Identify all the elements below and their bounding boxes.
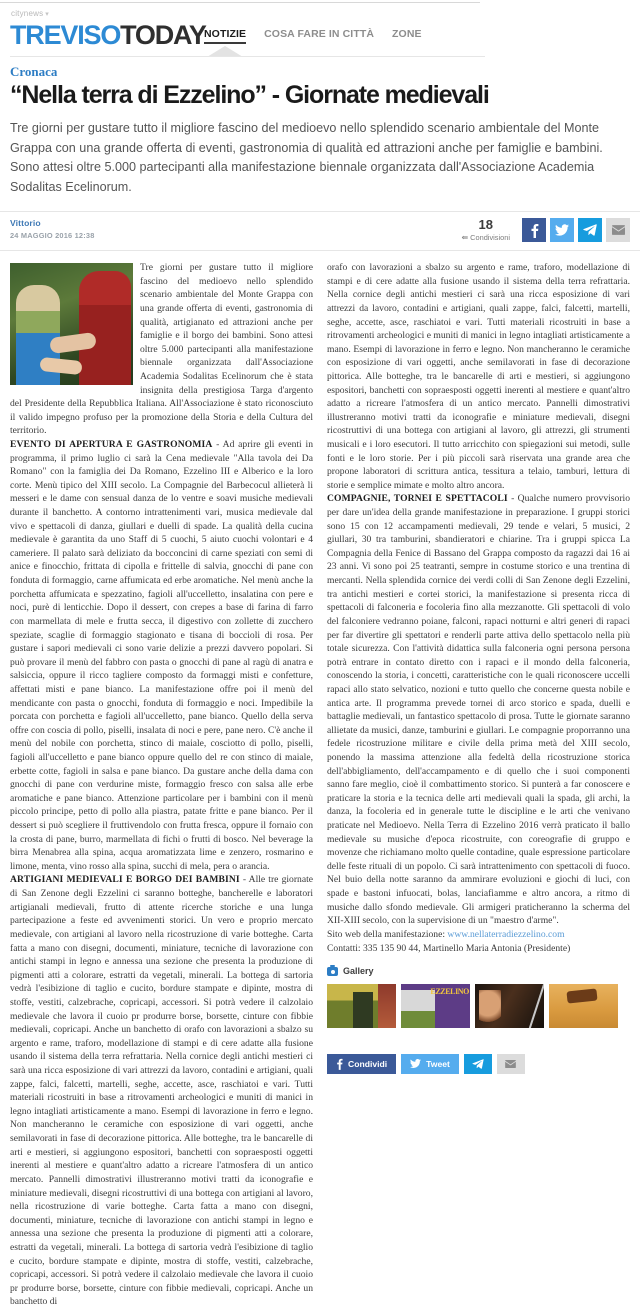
- mail-icon: [505, 1060, 516, 1068]
- header-divider: [10, 56, 485, 57]
- gallery-thumb[interactable]: [475, 984, 544, 1028]
- mail-icon: [612, 225, 625, 235]
- share-icon: ⇚: [461, 233, 469, 243]
- gallery-header: [327, 965, 630, 978]
- bottom-share-facebook-label: Condividi: [348, 1058, 388, 1069]
- bottom-share-twitter-label: Tweet: [426, 1058, 450, 1069]
- chevron-down-icon: ▾: [45, 11, 49, 18]
- article-category[interactable]: Cronaca: [10, 64, 58, 79]
- bottom-share-twitter-button[interactable]: [401, 1054, 459, 1074]
- main-navigation: [204, 28, 422, 44]
- gallery-thumb[interactable]: [327, 984, 396, 1028]
- site-logo[interactable]: [10, 22, 206, 49]
- share-facebook-button[interactable]: [522, 218, 546, 242]
- article-column-left: [10, 261, 313, 1309]
- gallery-thumb[interactable]: [401, 984, 470, 1028]
- article-body: [0, 251, 640, 1309]
- website-line: [327, 928, 630, 942]
- logo-city: TREVISO: [10, 20, 121, 50]
- section-compagnie-tornei: [327, 492, 630, 928]
- section-artigiani-borgo: [10, 873, 313, 1309]
- contacts-line: Contatti: 335 135 90 44, Martinello Maria Antonia (Presidente): [327, 942, 571, 954]
- share-count: [461, 218, 510, 242]
- gallery-thumb[interactable]: [549, 984, 618, 1028]
- website-label: Sito web della manifestazione:: [327, 928, 448, 940]
- section-title-compagnie: COMPAGNIE, TORNEI E SPETTACOLI: [327, 493, 508, 505]
- nav-item-cosa-fare-in-citta[interactable]: COSA FARE IN CITTÀ: [264, 28, 375, 40]
- share-twitter-button[interactable]: [550, 218, 574, 242]
- camera-icon: [327, 967, 338, 976]
- section-body-apertura: - Ad aprire gli eventi in programma, il primo luglio ci sarà la Cena medievale "Alla tavola dei Da Romano" con la famiglia dei Da Romano, Ezzelino III e Alberico e la loro corte. Menù tipico del XIII secolo. La Compagnie del Barbecocul allieterà li messeri e le dame con sensual danza de lo ventre e soavi musiche medievali durante il banchetto. A contorno intrattenimenti vari, musica medievale dal vivo e spettacoli di danza, giullari e duelli di spade. La qualità della cucina medievale è garantita da uno Staff di 5 cuochi, 5 aiuto cuochi volontari e 4 cameriere. Il palato sarà deliziato da bocconcini di carne speziati con semi di anice e finocchio, frittata di cipolla e frittelle di salvia, gnocchi di pane con fonduta di formaggio, carne affumicata ed erbe aromatiche. Nel menù anche la porchetta affumicata e spezzatino, fagioli all'uccelletto, insalatina con pere e noci, purè di lenticchie. Dopo il dessert, con crepes a base di farina di farro con marmellata di mele e frutta secca, il digestivo con zollette di zucchero speziate, scaglie di formaggio stagionato e tisana di boccioli di rosa. Per gustare i sapori medievali ci sono varie delizie a prezzi davvero popolari. Si può provare il menù del fabbro con pasta o gnocchi di pane al ragù di anatra e salsiccia, oppure il ricco tagliere composto da formaggi misti e confetture, affettati misti e pane bianco. La manifestazione offre poi il menù del mendicante con pasta o gnocchi, fonduta di formaggio e noci. Impedibile la porcata con porchetta e fagioli all'uccelletto, pane bianco. Quello della serva offre con coscia di pollo, piselli, insalata di noci e pere, pane nero. C'è anche il menù del nobile con porchetta, stinco di maiale, cosciotto di pollo, piselli, fagioli all'uccelletto e pane bianco oppure quello del re con stinco di maiale, erbette cotte, fagioli in salsa e pane bianco. Da gustare anche della dama con gnocchi di pane con verdurine miste, formaggio fresco con salsa alle erbe aromatiche e pane bianco. Attenzione particolare per i bambini con il menù piccolo principe, petto di pollo alla piastra, patate fritte e pane bianco. Per il dessert si può scegliere il fruttivendolo con frutta fresca, oppure il fornaio con la crosta di pane, burro, marmellata di fichi o frutti di bosco. Nel beverage la birra Menabrea alla spina, acqua aromatizzata lime e zenzero, rosmarino e limone, menta, vino rosso alla spina, succhi di mela, pera o arancia.: [10, 438, 313, 872]
- paragraph-intro: Tre giorni per gustare tutto il migliore fascino del medioevo nello splendido scenario ambientale del Monte Grappa con una grande offerta di eventi, gastronomia di qualità, artigianato ed attrazioni anche per famiglie e il borgo dei bambini. Sono attesi oltre 5.000 partecipanti alla manifestazione biennale organizzata dall'Associazione Academia Sodalitas Ecelinorum che è stata insignita della prestigiosa Targa d'argento del Presidente della Repubblica Italiana. All'Associazione è stato riconosciuto il valido impegno profuso per la promozione della Storia e della Cultura del territorio.: [10, 262, 313, 437]
- article-column-right: [327, 261, 630, 1074]
- gallery-title-label: Gallery: [343, 966, 374, 977]
- paragraph-continued: orafo con lavorazioni a sbalzo su argento e rame, traforo, modellazione di stampi e di cere adatte alla fusione usando il sistema della terra refrattaria. Nella cornice degli antichi mestieri ci sarà una ricca esposizione di vari attrezzi da lavoro, contadini e artigiani, quali zappe, falci, falcetti, martelli, seghe, accette, asce, raschiatoi e vari. Tutti materiali ricostruiti in base a ritrovamenti archeologici e muniti di manici in legno intagliati artisticamente a mano. Esempi di lavorazione in ferro e legno. Non mancheranno le ceramiche con esposizione di vari oggetti, anche semilavorati in fase di decorazione pittorica. Alle botteghe, tra le bancarelle di arti e mestieri, si aggiungono espositori, banchetti con sopraesposti oggetti inerenti al mestiere e quant'altro adatto a ricreare l'atmosfera di un antico mercato. Pannelli dimostrativi illustreranno motivi tratti da iconografie e miniature medievali, disegni ricostruttivi di una bottega con artigiani al lavoro, gli attrezzi, gli strumenti musicali e i loro esecutori. Il tutto arricchito con spiegazioni sui metodi, sulle fonti e le loro storie. Per i più piccoli sarà riservata una grande area che propone laboratori di scrittura antica, tessitura a telaio, tamburi, lettura di storie e semplice mimate e molto altro ancora.: [327, 262, 630, 491]
- bottom-share-mail-button[interactable]: [497, 1054, 525, 1074]
- bottom-share-telegram-button[interactable]: [464, 1054, 492, 1074]
- logo-today: TODAY: [120, 20, 206, 50]
- article-lead-image: [10, 263, 133, 385]
- facebook-icon: [336, 1058, 343, 1070]
- page-title: “Nella terra di Ezzelino” - Giornate medievali: [10, 81, 489, 109]
- article-date: 24 MAGGIO 2016 12:38: [10, 231, 95, 241]
- twitter-icon: [410, 1059, 421, 1068]
- telegram-icon: [472, 1059, 484, 1069]
- share-mail-button[interactable]: [606, 218, 630, 242]
- section-body-compagnie: - Qualche numero provvisorio per dare un'idea della grande manifestazione in preparazione. I gruppi storici sono 15 con 12 accampamenti medievali, 29 tende e velari, 5 musici, 2 giullari, 30 tra tamburini, sbandieratori e chiarine. Tra i gruppi spicca La Compagnia della Fenice di Bassano del Grappa composto da ragazzi dai 16 ai 23 anni. Vi sono poi 25 teatranti, sempre in costume storico e una trentina di mercanti. Nella splendida cornice dei verdi colli di San Zenone degli Ezzelini, tra antichi mestieri e cortei storici, la manifestazione si presenta ricca di spettacoli di falconeria e focoleria fino alla mezzanotte. Gli spettacoli di volo del falconiere vedranno poiane, falconi, rapaci notturni e altri generi di rapaci per far divertire gli spettatori e renderli parte attiva dello spettacolo nella più totale sicurezza. Con l'attività didattica sulla falconeria ogni persona persona potrà entrare in contato diretto con i rapaci e il mondo della falconeria, conoscendo la storia, i concetti, caratteristiche con le quali riconoscere uccelli rapaci allo stato selvatico, nozioni e tutto quello che concerne questa nobile e antica arte. Il programma prevede tornei di arco storico e spada, duelli e battaglie medievali, un fantastico spettacolo di prosa. Tutte le giornate saranno allietate da musici, danze, tamburini e giullari. Le compagnie proporranno una fedele ricostruzione militare e civile della prima metà del XIII secolo, ponendo la massima attenzione alla fedeltà della ricostruzione storica dell'abbigliamento, dell'accampamento e di quello che i suoi componenti sanno fare meglio, cioè il combattimento storico. Si punterà a far conoscere e praticare la storia e la tecnica delle arti medievali quali la spada, gli archi, la danza, la focoleria ed in generale tutte le discipline e le arti che venivano praticate nel Medioevo. Nella Terra di Ezzelino 2016 verrà praticato il ballo medievale su musiche d'epoca ricostruite, con coreografie di gruppo e movenze che richiamano molto quelle contadine, quale espressione particolare delle feste rituali di un popolo. Ci sarà intrattenimento con spettacoli di fuoco. Nel buio della notte saranno da ammirare evoluzioni e giochi di luci, con spade e bastoni infuocati, bolas, lanciafiamme e altro ancora, a ritmo di musiche dallo sfondo medievale. Gli armigeri praticheranno la scherma del XII-XIII secolo, con la supervisione di un "maestro d'arme".: [327, 493, 630, 927]
- article-author[interactable]: Vittorio: [10, 218, 41, 229]
- twitter-icon: [555, 224, 569, 236]
- site-header: [0, 10, 640, 58]
- article-standfirst: Tre giorni per gustare tutto il migliore fascino del medioevo nello splendido scenario ambientale del Monte Grappa con una grande offerta di eventi, gastronomia di qualità ed attrazioni anche per famiglie e bambini. Sono attesi oltre 5.000 partecipanti alla manifestazione biennale organizzata dall'Associazione Academia Sodalitas Ecelinorum.: [10, 121, 603, 194]
- gallery: [327, 965, 630, 1028]
- citynews-label: citynews: [11, 9, 44, 18]
- bottom-share-buttons: [327, 1054, 630, 1074]
- share-telegram-button[interactable]: [578, 218, 602, 242]
- section-body-artigiani: - Alle tre giornate di San Zenone degli Ezzelini ci saranno botteghe, bancherelle e laboratori artigianali medievali, frutto di attente ricerche storiche e una lunga partecipazione a feste ed avvenimenti storici. Un vero e proprio mercato medievale, con artigiani al lavoro nella ricostruzione di varie botteghe. Carta fatta a mano con disegni, documenti, miniature, tecniche di lavorazione con antichi stampi in legno e annessa una sezione che presenta la produzione di pigmenti atti a colorare, estratti da vegetali, minerali. La bottega di sartoria vedrà l'esibizione di taglio e cucito, bordure stampate e dipinte, mostra di stoffe, vestiti, calzebrache, copricapi, accessori. Si potrà vedere il calzolaio medievale che lavora il cuoio pr produrre borse, borsette, cinture con fibbie medievali, copricapi. Anche un banchetto di orafo con lavorazioni a sbalzo su argento e rame, traforo, modellazione di stampi e di cere adatte alla fusione usando il sistema della terra refrattaria. Nella cornice degli antichi mestieri ci sarà una ricca esposizione di vari attrezzi da lavoro, contadini e artigiani, quali zappe, falci, falcetti, martelli, seghe, accette, asce, raschiatoi e vari. Tutti materiali ricostruiti in base a ritrovamenti archeologici e muniti di manici in legno intagliati artisticamente a mano. Esempi di lavorazione in ferro e legno. Non mancheranno le ceramiche con esposizione di vari oggetti, anche semilavorati in fase di decorazione pittorica. Alle botteghe, tra le bancarelle di arti e mestieri, si aggiungono espositori, banchetti con sopraesposti oggetti inerenti al mestiere e quant'altro adatto a ricreare l'atmosfera di un antico mercato. Pannelli dimostrativi illustreranno motivi tratti da iconografie e miniature medievali, disegni ricostruttivi di una bottega con artigiani al lavoro, nella ricostruzione di varie botteghe. Carta fatta a mano con disegni, documenti, miniature, tecniche di lavorazione con antichi stampi in legno e annessa una sezione che presenta la produzione di pigmenti atti a colorare, estratti da vegetali, minerali. La bottega di sartoria vedrà l'esibizione di taglio e cucito, bordure stampate e dipinte, mostra di stoffe, vestiti, calzebrache, copricapi, accessori. Si potrà vedere il calzolaio medievale che lavora il cuoio pr produrre borse, borsette, cinture con fibbie medievali, copricapi. Anche un banchetto di: [10, 874, 314, 1308]
- website-link[interactable]: www.nellaterradiezzelino.com: [447, 928, 565, 940]
- telegram-icon: [583, 224, 597, 236]
- section-apertura-gastronomia: [10, 438, 313, 874]
- share-count-number: 18: [478, 217, 493, 233]
- section-title-artigiani: ARTIGIANI MEDIEVALI E BORGO DEI BAMBINI: [10, 874, 240, 886]
- section-title-apertura: EVENTO DI APERTURA E GASTRONOMIA: [10, 438, 213, 450]
- bottom-share-facebook-button[interactable]: [327, 1054, 396, 1074]
- facebook-icon: [530, 223, 539, 238]
- nav-item-notizie[interactable]: NOTIZIE: [204, 28, 246, 44]
- share-count-label: ⇚ Condivisioni: [461, 233, 510, 243]
- article-header: [0, 64, 640, 197]
- lead-image-figure-right: [79, 271, 131, 385]
- share-buttons: [522, 218, 630, 242]
- nav-item-zone[interactable]: ZONE: [392, 28, 422, 40]
- byline-bar: [0, 211, 640, 251]
- gallery-thumbnails: [327, 984, 630, 1028]
